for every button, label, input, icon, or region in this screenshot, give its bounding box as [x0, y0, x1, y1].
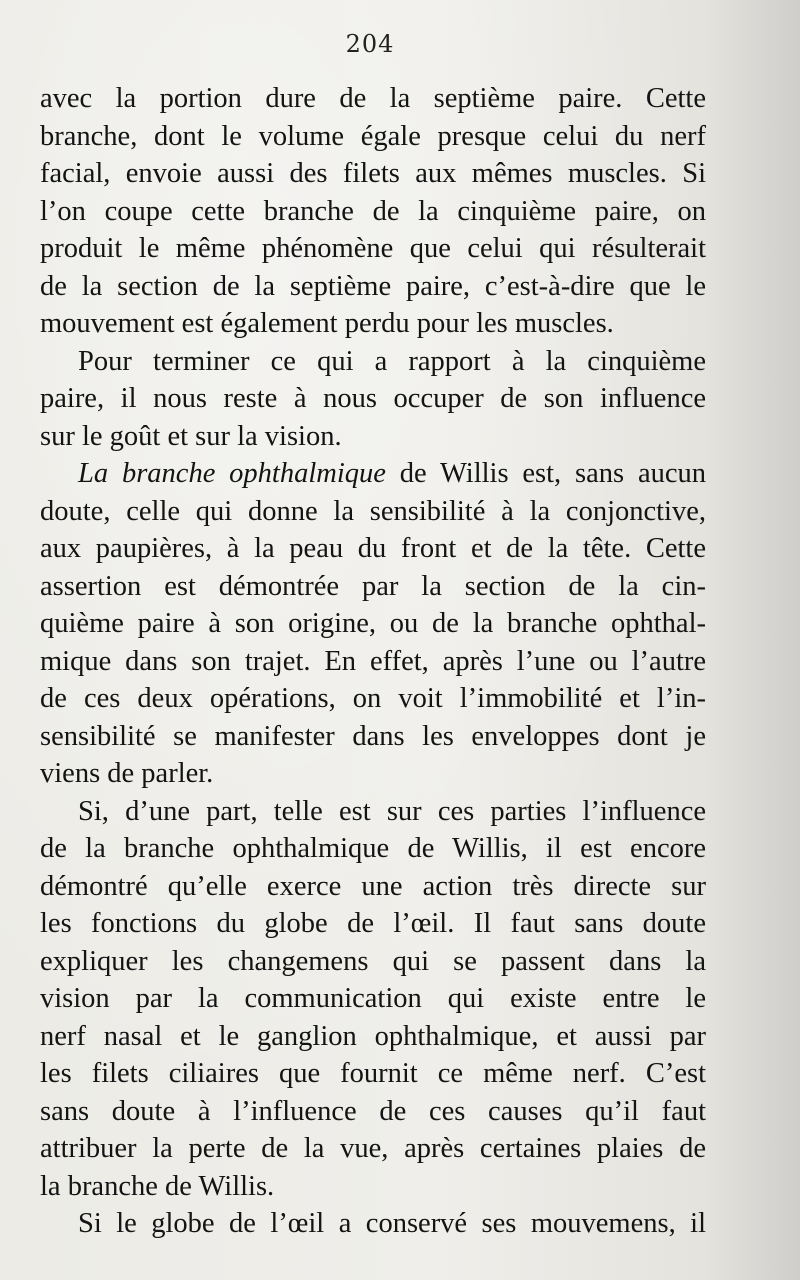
- text-line: [40, 80, 706, 118]
- line-text: vision par la communication qui existe entre le: [40, 983, 706, 1014]
- line-text: attribuer la perte de la vue, après certaines plaies de: [40, 1133, 706, 1164]
- text-line: [40, 343, 706, 381]
- text-line: [40, 230, 706, 268]
- line-text: les fonctions du globe de l’œil. Il faut sans doute: [40, 908, 706, 939]
- line-text: la branche de Willis.: [40, 1170, 275, 1202]
- text-line: [40, 643, 706, 681]
- line-text: quième paire à son origine, ou de la branche ophthal-: [40, 608, 706, 639]
- text-line: [40, 193, 706, 231]
- line-text: nerf nasal et le ganglion ophthalmique, et aussi par: [40, 1020, 706, 1052]
- text-line: [40, 530, 706, 568]
- line-text: paire, il nous reste à nous occuper de son influence: [40, 383, 706, 414]
- line-text: de ces deux opérations, on voit l’immobilité et l’in-: [40, 683, 706, 714]
- text-line: [40, 605, 706, 643]
- line-text: sur le goût et sur la vision.: [40, 420, 342, 452]
- line-text: de Willis est, sans aucun: [385, 458, 707, 489]
- line-text: branche, dont le volume égale presque celui du nerf: [40, 120, 706, 152]
- line-text: sensibilité se manifester dans les enveloppes dont je: [40, 720, 706, 752]
- text-line: [40, 1018, 706, 1056]
- line-text: mouvement est également perdu pour les muscles.: [40, 308, 614, 339]
- line-text: démontré qu’elle exerce une action très directe sur: [40, 870, 706, 902]
- line-text: mique dans son trajet. En effet, après l’une ou l’autre: [40, 645, 706, 677]
- line-text: expliquer les changemens qui se passent dans la: [40, 945, 706, 977]
- text-line: [40, 268, 706, 306]
- line-text: Pour terminer ce qui a rapport à la cinquième: [78, 345, 706, 377]
- text-line: [40, 980, 706, 1018]
- line-text: avec la portion dure de la septième paire. Cette: [40, 83, 706, 114]
- line-text: aux paupières, à la peau du front et de la tête. Cette: [40, 533, 706, 564]
- line-text: facial, envoie aussi des filets aux mêmes muscles. Si: [40, 158, 706, 189]
- text-line: [40, 1205, 706, 1243]
- text-line: [40, 793, 706, 831]
- text-line: [40, 305, 706, 343]
- text-line: [40, 1168, 706, 1206]
- line-text: Si, d’une part, telle est sur ces parties l’influence: [78, 795, 706, 827]
- text-line: [40, 680, 706, 718]
- line-text: l’on coupe cette branche de la cinquième paire, on: [40, 195, 706, 227]
- line-text: sans doute à l’influence de ces causes qu’il faut: [40, 1095, 706, 1127]
- text-line: [40, 455, 706, 493]
- page-number: 204: [345, 30, 395, 58]
- text-line: [40, 418, 706, 456]
- italic-phrase: La branche ophthalmique: [78, 458, 386, 489]
- text-line: [40, 1130, 706, 1168]
- line-text: produit le même phénomène que celui qui résulterait: [40, 233, 706, 264]
- text-line: [40, 1093, 706, 1131]
- text-line: [40, 493, 706, 531]
- text-line: [40, 155, 706, 193]
- text-line: [40, 905, 706, 943]
- text-line: [40, 568, 706, 606]
- text-line: [40, 118, 706, 156]
- line-text: de la section de la septième paire, c’est-à-dire que le: [40, 270, 706, 302]
- text-line: [40, 868, 706, 906]
- text-line: [40, 1055, 706, 1093]
- text-line: [40, 718, 706, 756]
- line-text: de la branche ophthalmique de Willis, il est encore: [40, 833, 706, 864]
- line-text: viens de parler.: [40, 758, 214, 789]
- line-text: doute, celle qui donne la sensibilité à la conjonctive,: [40, 495, 706, 527]
- line-text: assertion est démontrée par la section de la cin-: [40, 570, 706, 602]
- text-line: [40, 830, 706, 868]
- text-line: [40, 943, 706, 981]
- text-line: [40, 755, 706, 793]
- line-text: les filets ciliaires que fournit ce même nerf. C’est: [40, 1058, 706, 1089]
- line-text: Si le globe de l’œil a conservé ses mouvemens, il: [78, 1208, 706, 1239]
- text-line: [40, 380, 706, 418]
- body-text: [40, 80, 706, 1243]
